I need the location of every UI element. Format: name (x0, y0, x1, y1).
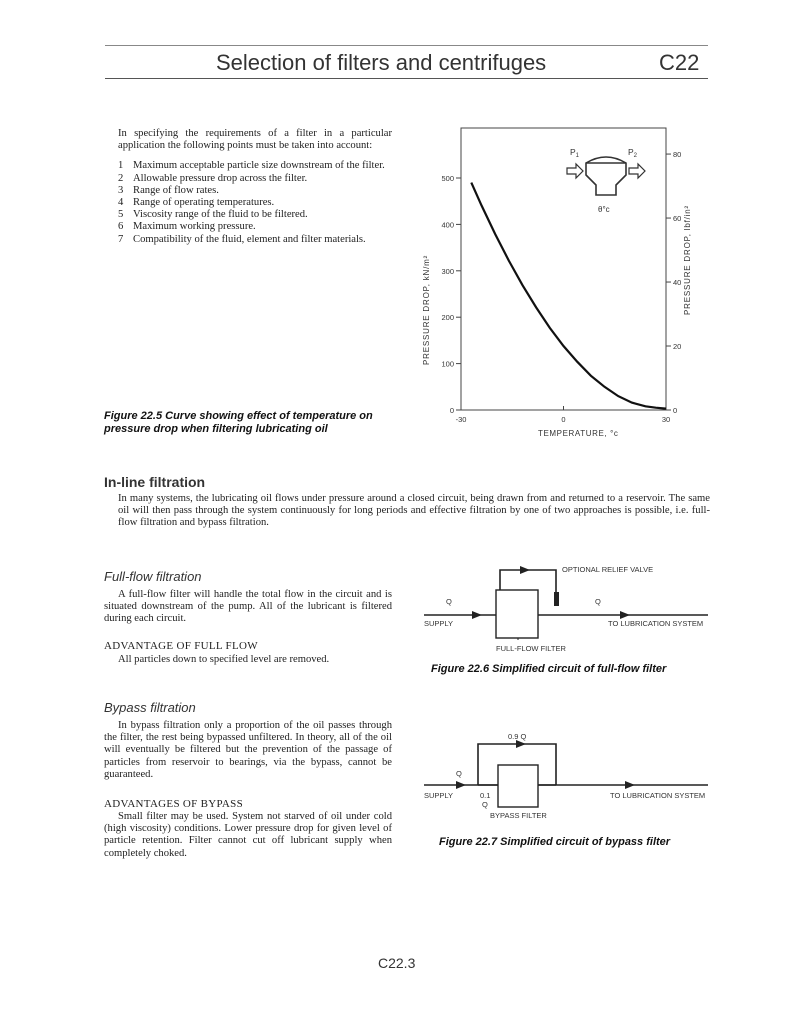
supply-label: SUPPLY (424, 791, 454, 800)
filter-flow-q-label: Q (482, 800, 488, 809)
fullflow-advantage-text: All particles down to specified level are removed. (118, 654, 330, 665)
item-text: Range of operating temperatures. (133, 197, 275, 209)
item-number: 7 (118, 233, 124, 245)
inline-heading: In-line filtration (104, 474, 206, 490)
to-system-label: TO LUBRICATION SYSTEM (610, 791, 706, 800)
y-tick-label: 400 (441, 220, 454, 230)
requirements-list (118, 160, 392, 245)
q-in-label: Q (446, 597, 452, 606)
bypass-advantage-text: Small filter may be used. System not starved of oil under cold (high viscosity) conditions. Lower pressure drop for given level of particle retention. Filter cannot cut off lubricant supply when completely choked. (104, 811, 392, 859)
item-number: 2 (118, 172, 124, 184)
x-tick-label: 0 (561, 415, 566, 424)
intro-paragraph (118, 128, 392, 246)
item-text: Range of flow rates. (133, 184, 219, 196)
y2-tick-label: 40 (673, 278, 682, 288)
y2-axis-label: PRESSURE DROP, lbf/in² (683, 205, 692, 315)
fullflow-paragraph: A full-flow filter will handle the total flow in the circuit and is situated downstream of the pump. All of the lubricant is filtered during each circuit. (104, 589, 392, 625)
x-axis-ticks (456, 406, 671, 424)
q-out-label: Q (595, 597, 601, 606)
flow-arrow-icon (620, 611, 630, 619)
figure-22-7-caption: Figure 22.7 Simplified circuit of bypass filter (439, 836, 671, 848)
pressure-drop-curve (471, 183, 666, 409)
bypass-advantage-heading: ADVANTAGES OF BYPASS (104, 798, 243, 810)
y2-tick-label: 20 (673, 342, 682, 352)
caption-line-2: pressure drop when filtering lubricating oil (104, 423, 328, 435)
supply-label: SUPPLY (424, 619, 454, 628)
filter-label: FULL-FLOW FILTER (496, 644, 566, 653)
filter-sketch-icon (567, 147, 645, 214)
flow-arrow-icon (472, 611, 482, 619)
p2-label: $P_2$ (628, 147, 638, 159)
header-top-rule (105, 45, 708, 46)
item-text: Maximum working pressure. (133, 221, 256, 233)
x-tick-label: 30 (661, 415, 671, 424)
fullflow-advantage-heading: ADVANTAGE OF FULL FLOW (104, 640, 258, 652)
fullflow-circuit-diagram (420, 560, 720, 660)
filter-label: BYPASS FILTER (490, 811, 547, 820)
y2-tick-label: 0 (673, 406, 678, 415)
theta-label: θ°c (598, 205, 610, 214)
y-tick-label: 100 (441, 359, 454, 369)
outflow-arrow-icon (629, 164, 645, 178)
item-text: Viscosity range of the fluid to be filtered. (133, 209, 308, 221)
left-axis-ticks (441, 174, 461, 415)
bypass-flow-label: 0.9 Q (508, 732, 527, 741)
relief-valve-icon (554, 592, 559, 606)
list-item (118, 221, 392, 233)
item-text: Allowable pressure drop across the filter. (133, 172, 308, 184)
item-number: 5 (118, 209, 124, 221)
flow-arrow-icon (520, 566, 530, 574)
bypass-circuit-diagram (420, 728, 720, 823)
item-number: 3 (118, 184, 124, 196)
list-item (118, 173, 392, 185)
item-number: 4 (118, 197, 124, 209)
item-number: 1 (118, 160, 124, 172)
flow-arrow-icon (456, 781, 466, 789)
inline-paragraph: In many systems, the lubricating oil flows under pressure around a closed circuit, being drawn from and returned to a reservoir. The same oil will then pass through the system continuously for long periods and effective filtration by one of two approaches is possible, i.e. full-flow filtration and bypass filtration. (118, 493, 710, 529)
bypass-filter-box (498, 765, 538, 807)
x-axis-label: TEMPERATURE, °c (538, 429, 619, 438)
header-bottom-rule (105, 78, 708, 79)
p1-label: $P_1$ (570, 147, 580, 159)
item-text: Maximum acceptable particle size downstream of the filter. (133, 160, 385, 172)
bypass-paragraph: In bypass filtration only a proportion of the oil passes through the filter, the rest being bypassed unfiltered. In theory, all of the oil will eventually be filtered but the prevention of the passage of particles from reservoir to bearings, via the bypass, cannot be guaranteed. (104, 720, 392, 780)
inflow-arrow-icon (567, 164, 583, 178)
page-title: Selection of filters and centrifuges (216, 50, 547, 75)
flow-arrow-icon (516, 740, 526, 748)
figure-22-5-caption (104, 410, 404, 436)
item-text: Compatibility of the fluid, element and filter materials. (133, 233, 366, 245)
y-axis-label: PRESSURE DROP, kN/m² (422, 254, 431, 365)
fullflow-heading: Full-flow filtration (104, 569, 202, 584)
y2-tick-label: 80 (673, 150, 682, 160)
y-tick-label: 0 (449, 406, 454, 415)
list-item (118, 197, 392, 209)
filter-flow-label: 0.1 (480, 791, 491, 800)
pressure-drop-chart (400, 125, 720, 445)
section-code: C22 (659, 50, 700, 75)
x-tick-label: -30 (455, 415, 467, 424)
figure-22-6-caption: Figure 22.6 Simplified circuit of full-flow filter (431, 663, 667, 675)
list-item (118, 185, 392, 197)
y-tick-label: 300 (441, 266, 454, 276)
y2-tick-label: 60 (673, 214, 682, 224)
list-item (118, 234, 392, 246)
intro-text: In specifying the requirements of a filter in a particular application the following points must be taken into account: (118, 128, 392, 152)
list-item (118, 209, 392, 221)
y-tick-label: 200 (441, 313, 454, 323)
right-axis-ticks (666, 150, 681, 415)
y-tick-label: 500 (441, 174, 454, 183)
q-in-label: Q (456, 769, 462, 778)
caption-line-1: Figure 22.5 Curve showing effect of temperature on (104, 410, 373, 422)
full-flow-filter-box (496, 590, 538, 638)
flow-arrow-icon (625, 781, 635, 789)
bypass-heading: Bypass filtration (104, 700, 196, 715)
page-number: C22.3 (378, 955, 416, 971)
to-system-label: TO LUBRICATION SYSTEM (608, 619, 704, 628)
item-number: 6 (118, 221, 124, 233)
relief-valve-label: OPTIONAL RELIEF VALVE (562, 565, 654, 574)
list-item (118, 160, 392, 172)
